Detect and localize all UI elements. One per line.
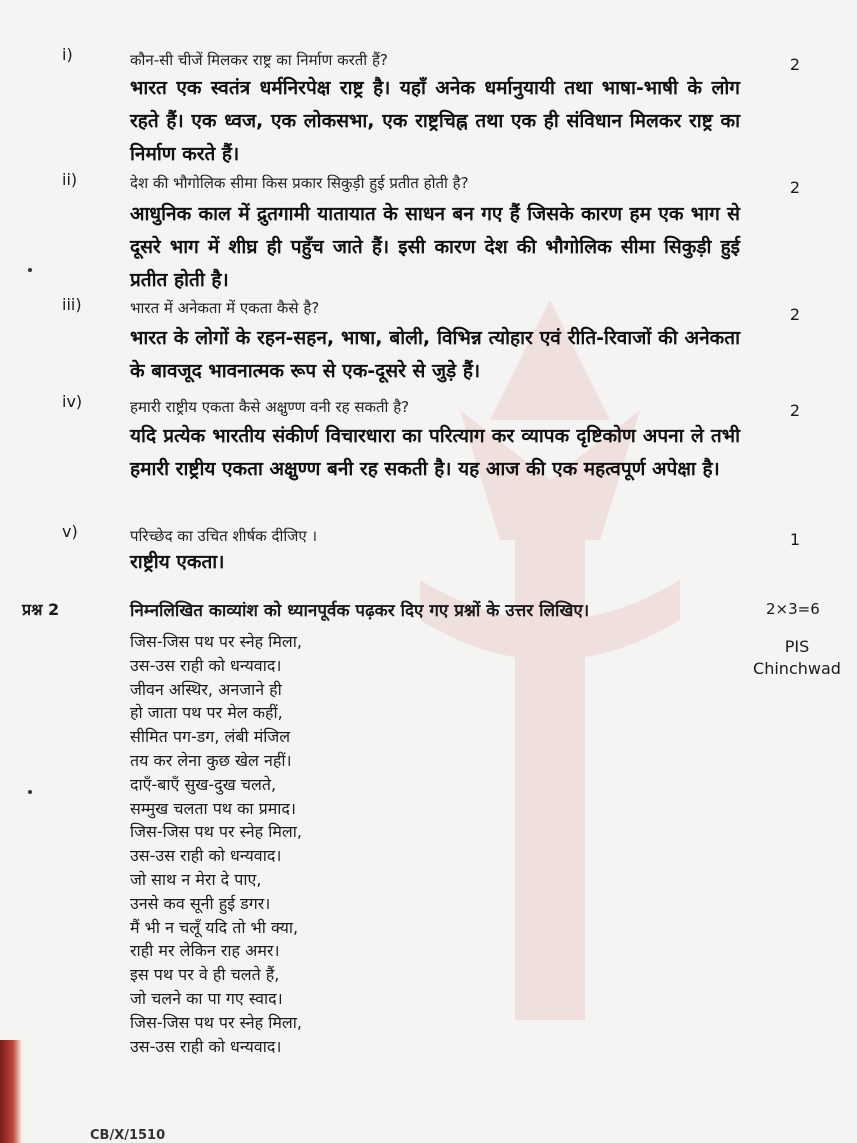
- poem-line: जो चलने का पा गए स्वाद।: [130, 988, 283, 1008]
- poem-line: राही मर लेकिन राह अमर।: [130, 941, 280, 961]
- answer-text: यदि प्रत्येक भारतीय संकीर्ण विचारधारा का परित्याग कर व्यापक दृष्टिकोण अपना ले तभी हमारी राष्ट्रीय एकता अक्षुण्ण बनी रह सकती है। यह आज की एक महत्वपूर्ण अपेक्षा है।: [130, 425, 740, 480]
- page-footer-code: CB/X/1510: [90, 1128, 166, 1143]
- school-name-line2: Chinchwad: [753, 659, 841, 678]
- question-number: iv): [62, 392, 83, 411]
- poem-line: सीमित पग-डग, लंबी मंजिल: [130, 727, 291, 747]
- school-stamp: [742, 636, 852, 680]
- page-corner-shadow: [0, 1040, 22, 1143]
- poem-line: जिस-जिस पथ पर स्नेह मिला,: [130, 632, 303, 651]
- poem-line: जिस-जिस पथ पर स्नेह मिला,: [130, 1012, 303, 1032]
- question-number: v): [62, 522, 78, 541]
- question-number: ii): [62, 170, 78, 189]
- question-text: भारत में अनेकता में एकता कैसे है?: [130, 299, 320, 317]
- poem-line: उस-उस राही को धन्यवाद।: [130, 1036, 282, 1056]
- answer-text: भारत एक स्वतंत्र धर्मनिरपेक्ष राष्ट्र है। यहाँ अनेक धर्मानुयायी तथा भाषा-भाषी के लोग रहते हैं। एक ध्वज, एक लोकसभा, एक राष्ट्रचिह्न तथा एक ही संविधान मिलकर राष्ट्र का निर्माण करते हैं।: [130, 77, 740, 165]
- question2-instruction: निम्नलिखित काव्यांश को ध्यानपूर्वक पढ़कर दिए गए प्रश्नों के उत्तर लिखिए।: [130, 601, 590, 621]
- question-marks: 2: [789, 178, 801, 197]
- watermark-logo-icon: [400, 280, 700, 1040]
- answer-text: राष्ट्रीय एकता।: [130, 551, 225, 573]
- poem-block: [130, 630, 302, 1058]
- question2-marks: 2×3=6: [766, 600, 820, 618]
- margin-dot: [28, 268, 32, 272]
- poem-line: उस-उस राही को धन्यवाद।: [130, 846, 282, 866]
- answer-text: भारत के लोगों के रहन-सहन, भाषा, बोली, विभिन्न त्योहार एवं रीति-रिवाजों की अनेकता के बावजूद भावनात्मक रूप से एक-दूसरे से जुड़े हैं।: [130, 327, 740, 382]
- poem-line: मैं भी न चलूँ यदि तो भी क्या,: [130, 917, 299, 937]
- question-marks: 1: [789, 530, 801, 549]
- poem-line: दाएँ-बाएँ सुख-दुख चलते,: [130, 774, 277, 794]
- margin-dot: [28, 790, 32, 794]
- question2-label: प्रश्न 2: [22, 600, 60, 619]
- question-marks: 2: [789, 401, 801, 420]
- poem-line: उस-उस राही को धन्यवाद।: [130, 655, 282, 675]
- school-name-line1: PIS: [784, 637, 810, 656]
- question-text: देश की भौगोलिक सीमा किस प्रकार सिकुड़ी हुई प्रतीत होती है?: [130, 174, 469, 192]
- question-marks: 2: [789, 305, 801, 324]
- question-number: i): [62, 45, 73, 64]
- poem-line: तय कर लेना कुछ खेल नहीं।: [130, 750, 292, 770]
- poem-line: उनसे कव सूनी हुई डगर।: [130, 893, 271, 913]
- poem-line: सम्मुख चलता पथ का प्रमाद।: [130, 798, 296, 818]
- answer-text: आधुनिक काल में द्रुतगामी यातायात के साधन बन गए हैं जिसके कारण हम एक भाग से दूसरे भाग में शीघ्र ही पहुँच जाते हैं। इसी कारण देश की भौगोलिक सीमा सिकुड़ी हुई प्रतीत होती है।: [130, 203, 740, 291]
- poem-line: हो जाता पथ पर मेल कहीं,: [130, 703, 283, 723]
- poem-line: जिस-जिस पथ पर स्नेह मिला,: [130, 822, 303, 842]
- question-number: iii): [62, 295, 82, 314]
- question-text: हमारी राष्ट्रीय एकता कैसे अक्षुण्ण वनी रह सकती है?: [130, 398, 410, 416]
- question-text: परिच्छेद का उचित शीर्षक दीजिए ।: [130, 527, 318, 545]
- poem-line: इस पथ पर वे ही चलते हैं,: [130, 965, 280, 985]
- poem-line: जो साथ न मेरा दे पाए,: [130, 869, 262, 889]
- question-text: कौन-सी चीजें मिलकर राष्ट्र का निर्माण करती हैं?: [130, 51, 388, 69]
- question-marks: 2: [789, 55, 801, 74]
- poem-line: जीवन अस्थिर, अनजाने ही: [130, 679, 282, 699]
